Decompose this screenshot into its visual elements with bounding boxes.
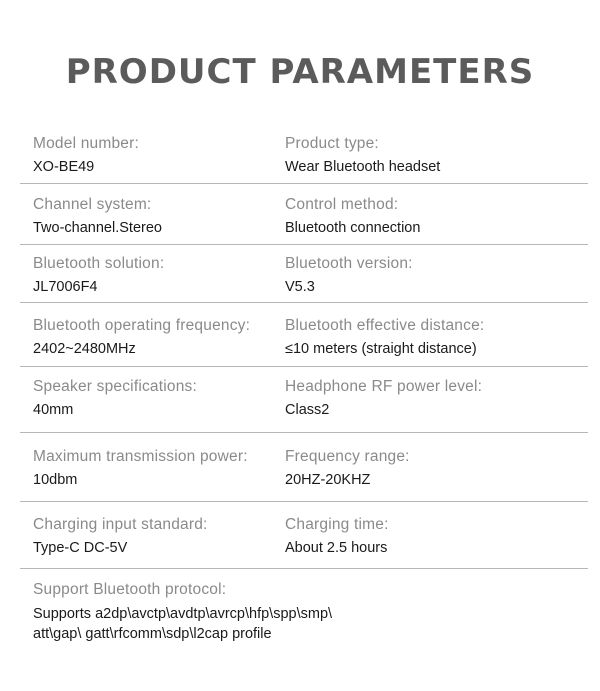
param-label: Bluetooth effective distance: (285, 317, 485, 334)
param-value: 10dbm (33, 472, 78, 488)
param-value: V5.3 (285, 279, 315, 295)
param-label: Frequency range: (285, 448, 410, 465)
param-value: 2402~2480MHz (33, 341, 136, 357)
row-divider (20, 366, 588, 367)
param-value: 40mm (33, 402, 74, 418)
param-cell-channel-system (33, 195, 285, 238)
param-cell-effective-distance (285, 316, 585, 359)
param-label: Bluetooth version: (285, 255, 413, 272)
param-label: Maximum transmission power: (33, 448, 248, 465)
param-value: ≤10 meters (straight distance) (285, 341, 477, 357)
param-cell-transmission-power (33, 447, 285, 490)
param-label: Control method: (285, 196, 399, 213)
param-label: Channel system: (33, 196, 152, 213)
row-divider (20, 501, 588, 502)
row-divider (20, 432, 588, 433)
param-cell-rf-power-level (285, 377, 585, 420)
row-divider (20, 302, 588, 303)
param-label: Bluetooth solution: (33, 255, 165, 272)
param-cell-model-number (33, 134, 285, 177)
param-cell-speaker-specifications (33, 377, 285, 420)
param-label: Speaker specifications: (33, 378, 197, 395)
param-label: Headphone RF power level: (285, 378, 483, 395)
protocol-line: Supports a2dp\avctp\avdtp\avrcp\hfp\spp\smp\ (33, 606, 333, 622)
param-value: XO-BE49 (33, 159, 95, 175)
param-value: Bluetooth connection (285, 220, 421, 236)
param-value: Type-C DC-5V (33, 540, 128, 556)
param-cell-frequency-range (285, 447, 585, 490)
param-label: Product type: (285, 135, 379, 152)
param-value: JL7006F4 (33, 279, 98, 295)
param-value: About 2.5 hours (285, 540, 388, 556)
param-label: Support Bluetooth protocol: (33, 581, 227, 598)
param-cell-bluetooth-solution (33, 254, 285, 297)
param-label: Bluetooth operating frequency: (33, 317, 251, 334)
param-label: Charging time: (285, 516, 389, 533)
param-label: Model number: (33, 135, 139, 152)
row-divider (20, 183, 588, 184)
row-divider (20, 568, 588, 569)
param-value: 20HZ-20KHZ (285, 472, 371, 488)
param-value: Two-channel.Stereo (33, 220, 162, 236)
param-value: Class2 (285, 402, 330, 418)
page-title: PRODUCT PARAMETERS (65, 52, 535, 92)
protocol-line: att\gap\ gatt\rfcomm\sdp\l2cap profile (33, 626, 272, 642)
param-cell-charging-time (285, 515, 585, 558)
row-divider (20, 244, 588, 245)
param-cell-bluetooth-protocol (33, 580, 588, 644)
param-cell-charging-input (33, 515, 285, 558)
param-label: Charging input standard: (33, 516, 208, 533)
param-value (33, 604, 588, 644)
param-cell-bluetooth-version (285, 254, 585, 297)
param-cell-control-method (285, 195, 585, 238)
param-value: Wear Bluetooth headset (285, 159, 441, 175)
param-cell-product-type (285, 134, 585, 177)
param-cell-operating-frequency (33, 316, 285, 359)
